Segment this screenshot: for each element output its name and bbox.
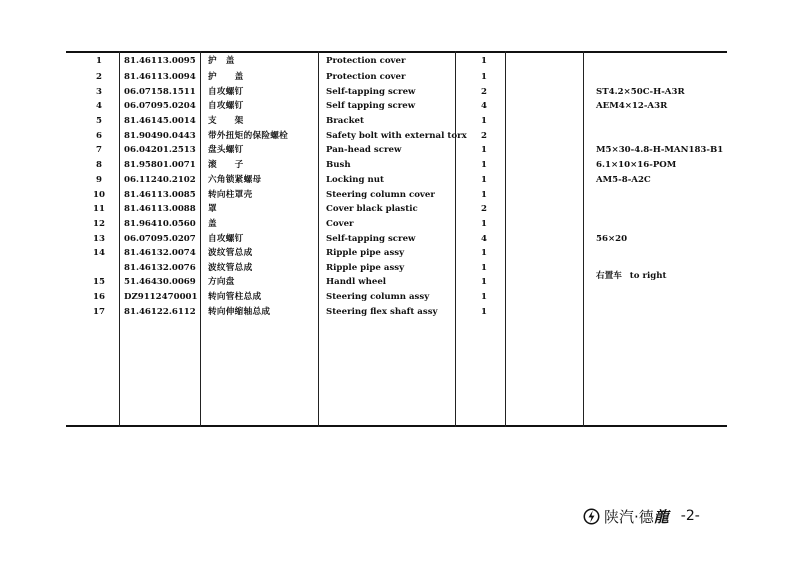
chinese-name: 盖 <box>208 219 217 229</box>
chinese-name: 转向伸缩轴总成 <box>208 307 271 317</box>
row-number: 13 <box>93 234 105 244</box>
remark: 56×20 <box>596 234 628 244</box>
note-cn: 右置车 <box>596 271 622 281</box>
part-number: 06.11240.2102 <box>124 175 196 185</box>
part-number: 81.46132.0074 <box>124 248 196 258</box>
quantity: 1 <box>481 307 487 317</box>
row-number: 8 <box>96 160 102 170</box>
chinese-name: 护 盖 <box>208 56 235 66</box>
english-name: Self-tapping screw <box>326 87 416 97</box>
quantity: 2 <box>481 131 487 141</box>
table-row <box>66 54 727 68</box>
row-number: 11 <box>93 204 105 214</box>
quantity: 4 <box>481 101 487 111</box>
part-number: 81.95801.0071 <box>124 160 196 170</box>
quantity: 4 <box>481 234 487 244</box>
note-en: to right <box>629 271 667 281</box>
chinese-name: 盘头螺钉 <box>208 145 244 155</box>
page-number: -2- <box>680 508 700 524</box>
chinese-name: 罩 <box>208 204 217 214</box>
english-name: Steering column cover <box>326 190 435 200</box>
chinese-name: 波纹管总成 <box>208 248 253 258</box>
remark: M5×30-4.8-H-MAN183-B1 <box>596 145 724 155</box>
table-row <box>66 290 727 304</box>
quantity: 1 <box>481 190 487 200</box>
quantity: 1 <box>481 160 487 170</box>
quantity: 1 <box>481 72 487 82</box>
english-name: Self tapping screw <box>326 101 416 111</box>
chinese-name: 护 盖 <box>208 72 244 82</box>
chinese-name: 自攻螺钉 <box>208 87 244 97</box>
row-number: 10 <box>93 190 105 200</box>
part-number: 06.07095.0204 <box>124 101 196 111</box>
chinese-name: 带外扭矩的保险螺栓 <box>208 131 289 141</box>
chinese-name: 支 架 <box>208 116 244 126</box>
quantity: 2 <box>481 87 487 97</box>
row-number: 4 <box>96 101 102 111</box>
shaanxi-logo-icon <box>583 508 600 525</box>
brand-glyph: 龍 <box>653 507 669 526</box>
table-row <box>66 70 727 84</box>
chinese-name: 波纹管总成 <box>208 263 253 273</box>
remark: AEM4×12-A3R <box>596 101 668 111</box>
row-number: 1 <box>96 56 102 66</box>
table-row <box>66 173 727 187</box>
chinese-name: 自攻螺钉 <box>208 101 244 111</box>
row-number: 7 <box>96 145 102 155</box>
part-number: 81.46113.0094 <box>124 72 196 82</box>
table-row <box>66 202 727 216</box>
english-name: Self-tapping screw <box>326 234 416 244</box>
part-number: 81.46113.0088 <box>124 204 196 214</box>
part-number: 81.96410.0560 <box>124 219 196 229</box>
chinese-name: 滚 子 <box>208 160 244 170</box>
table-row <box>66 114 727 128</box>
table-row <box>66 85 727 99</box>
english-name: Bracket <box>326 116 364 126</box>
quantity: 1 <box>481 248 487 258</box>
quantity: 2 <box>481 204 487 214</box>
chinese-name: 六角锁紧螺母 <box>208 175 262 185</box>
english-name: Handl wheel <box>326 277 387 287</box>
part-number: 81.46145.0014 <box>124 116 196 126</box>
quantity: 1 <box>481 277 487 287</box>
chinese-name: 自攻螺钉 <box>208 234 244 244</box>
row-number: 14 <box>93 248 105 258</box>
english-name: Safety bolt with external torx <box>326 131 467 141</box>
chinese-name: 转向柱罩壳 <box>208 190 253 200</box>
english-name: Locking nut <box>326 175 384 185</box>
table-row <box>66 99 727 113</box>
row-number: 12 <box>93 219 105 229</box>
table-row <box>66 305 727 319</box>
row-number: 6 <box>96 131 102 141</box>
remark: 6.1×10×16-POM <box>596 160 677 170</box>
english-name: Bush <box>326 160 351 170</box>
part-number: 51.46430.0069 <box>124 277 196 287</box>
chinese-name: 转向管柱总成 <box>208 292 262 302</box>
english-name: Ripple pipe assy <box>326 263 405 273</box>
table-row <box>66 143 727 157</box>
part-number: DZ9112470001 <box>124 292 198 302</box>
english-name: Cover black plastic <box>326 204 418 214</box>
row-number: 2 <box>96 72 102 82</box>
part-number: 81.90490.0443 <box>124 131 196 141</box>
english-name: Protection cover <box>326 72 406 82</box>
chinese-name: 方向盘 <box>208 277 235 287</box>
quantity: 1 <box>481 219 487 229</box>
row-number: 3 <box>96 87 102 97</box>
table-row <box>66 217 727 231</box>
table-row <box>66 129 727 143</box>
part-number: 81.46122.6112 <box>124 307 196 317</box>
english-name: Steering flex shaft assy <box>326 307 438 317</box>
quantity: 1 <box>481 263 487 273</box>
quantity: 1 <box>481 292 487 302</box>
table-row <box>66 246 727 260</box>
row-number: 15 <box>93 277 105 287</box>
remark: ST4.2×50C-H-A3R <box>596 87 685 97</box>
remark: AM5-8-A2C <box>596 175 651 185</box>
row-number: 5 <box>96 116 102 126</box>
row-number: 16 <box>93 292 105 302</box>
english-name: Protection cover <box>326 56 406 66</box>
parts-table <box>66 51 727 427</box>
table-bottom-rule <box>66 425 727 427</box>
english-name: Cover <box>326 219 354 229</box>
part-number: 81.46113.0095 <box>124 56 196 66</box>
table-row <box>66 232 727 246</box>
part-number: 81.46113.0085 <box>124 190 196 200</box>
part-number: 06.04201.2513 <box>124 145 196 155</box>
english-name: Ripple pipe assy <box>326 248 405 258</box>
part-number: 81.46132.0076 <box>124 263 196 273</box>
table-row <box>66 158 727 172</box>
table-top-rule <box>66 51 727 53</box>
brand-name: 陕汽·德 <box>604 507 654 526</box>
part-number: 06.07158.1511 <box>124 87 196 97</box>
english-name: Pan-head screw <box>326 145 402 155</box>
english-name: Steering column assy <box>326 292 430 302</box>
table-row <box>66 188 727 202</box>
footer-brand <box>583 505 700 527</box>
row-number: 9 <box>96 175 102 185</box>
quantity: 1 <box>481 145 487 155</box>
extra-note <box>596 269 667 281</box>
part-number: 06.07095.0207 <box>124 234 196 244</box>
quantity: 1 <box>481 56 487 66</box>
row-number: 17 <box>93 307 105 317</box>
quantity: 1 <box>481 116 487 126</box>
quantity: 1 <box>481 175 487 185</box>
